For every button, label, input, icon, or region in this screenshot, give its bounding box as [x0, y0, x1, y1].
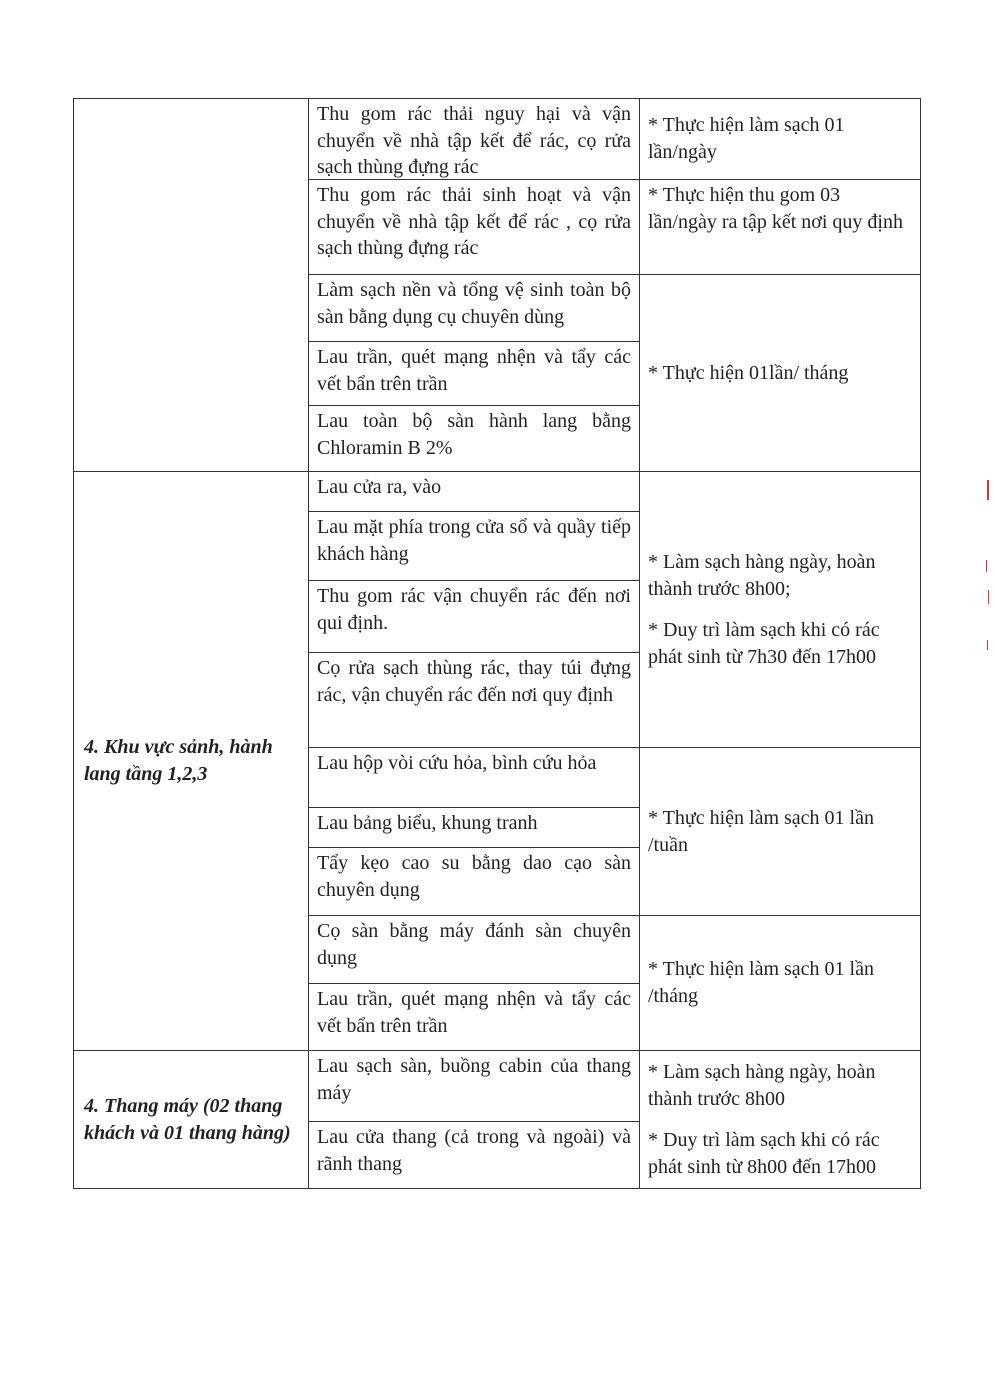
task-group — [309, 179, 920, 274]
task-cell: Cọ sàn bằng máy đánh sàn chuyên dụng — [317, 920, 631, 969]
frequency-note: * Làm sạch hàng ngày, hoàn thành trước 8h00; — [648, 550, 876, 600]
task-group — [309, 99, 920, 179]
task-cell: Lau trần, quét mạng nhện và tẩy các vết bẩn trên trần — [309, 983, 639, 1050]
frequency-cell — [640, 99, 920, 179]
task-cell: Lau hộp vòi cứu hỏa, bình cứu hỏa — [317, 752, 597, 774]
task-group — [309, 915, 920, 1050]
task-group — [309, 472, 920, 747]
frequency-cell — [640, 748, 920, 915]
task-group — [309, 747, 920, 915]
section-body — [309, 99, 920, 471]
frequency-note: * Duy trì làm sạch khi có rác phát sinh từ 8h00 đến 17h00 — [648, 1128, 880, 1178]
section-row — [73, 1050, 921, 1189]
task-cell: Lau trần, quét mạng nhện và tẩy các vết bẩn trên trần — [309, 341, 639, 405]
task-cell: Lau toàn bộ sàn hành lang bằng Chloramin B 2% — [309, 405, 639, 471]
task-list — [309, 99, 640, 179]
frequency-note: * Thực hiện làm sạch 01 lần /tuần — [648, 806, 874, 856]
task-cell: Lau cửa ra, vào — [317, 476, 442, 498]
frequency-note: * Làm sạch hàng ngày, hoàn thành trước 8h00 — [648, 1060, 876, 1110]
task-group — [309, 1051, 920, 1188]
section-row — [73, 98, 921, 471]
frequency-note: * Thực hiện làm sạch 01 lần /tháng — [648, 958, 874, 1007]
frequency-note: * Thực hiện thu gom 03 lần/ngày ra tập kết nơi quy định — [648, 184, 903, 233]
section-row — [73, 471, 921, 1050]
area-label: 4. Thang máy (02 thang khách và 01 thang hàng) — [84, 1094, 291, 1144]
stamp-mark — [987, 480, 989, 500]
frequency-note: * Duy trì làm sạch khi có rác phát sinh từ 7h30 đến 17h00 — [648, 618, 880, 668]
task-cell: Thu gom rác vận chuyển rác đến nơi qui định. — [309, 580, 639, 652]
task-cell: Thu gom rác thải nguy hại và vận chuyển về nhà tập kết để rác, cọ rửa sạch thùng đựng rác — [317, 103, 631, 178]
frequency-cell — [640, 472, 920, 747]
task-group — [309, 274, 920, 471]
task-cell: Lau sạch sàn, buồng cabin của thang máy — [317, 1055, 631, 1104]
task-list — [309, 472, 640, 747]
task-cell: Lau cửa thang (cả trong và ngoài) và rãnh thang — [309, 1121, 639, 1188]
frequency-cell — [640, 275, 920, 471]
frequency-cell — [640, 1051, 920, 1188]
stamp-mark — [988, 590, 989, 604]
stamp-mark — [987, 640, 988, 650]
section-body — [309, 472, 920, 1050]
task-cell: Tẩy kẹo cao su bằng dao cạo sàn chuyên dụng — [309, 847, 639, 915]
task-cell: Lau bảng biểu, khung tranh — [309, 807, 639, 847]
frequency-cell — [640, 180, 920, 274]
task-cell: Cọ rửa sạch thùng rác, thay túi đựng rác, vận chuyển rác đến nơi quy định — [309, 652, 639, 747]
task-cell: Lau mặt phía trong cửa sổ và quầy tiếp khách hàng — [309, 511, 639, 580]
frequency-note: * Thực hiện 01lần/ tháng — [648, 361, 849, 384]
task-list — [309, 748, 640, 915]
area-cell — [74, 472, 309, 1050]
area-cell — [74, 99, 309, 471]
cleaning-schedule-table — [73, 98, 921, 1189]
task-list — [309, 1051, 640, 1188]
section-body — [309, 1051, 920, 1188]
task-list — [309, 916, 640, 1050]
frequency-cell — [640, 916, 920, 1050]
frequency-note: * Thực hiện làm sạch 01 lần/ngày — [648, 114, 845, 163]
task-cell: Thu gom rác thải sinh hoạt và vận chuyển về nhà tập kết để rác , cọ rửa sạch thùng đựng rác — [317, 184, 631, 259]
stamp-mark — [986, 560, 987, 572]
task-cell: Làm sạch nền và tổng vệ sinh toàn bộ sàn bằng dụng cụ chuyên dùng — [317, 279, 631, 328]
task-list — [309, 275, 640, 471]
area-cell — [74, 1051, 309, 1188]
area-label: 4. Khu vực sảnh, hành lang tầng 1,2,3 — [84, 736, 273, 785]
task-list — [309, 180, 640, 274]
